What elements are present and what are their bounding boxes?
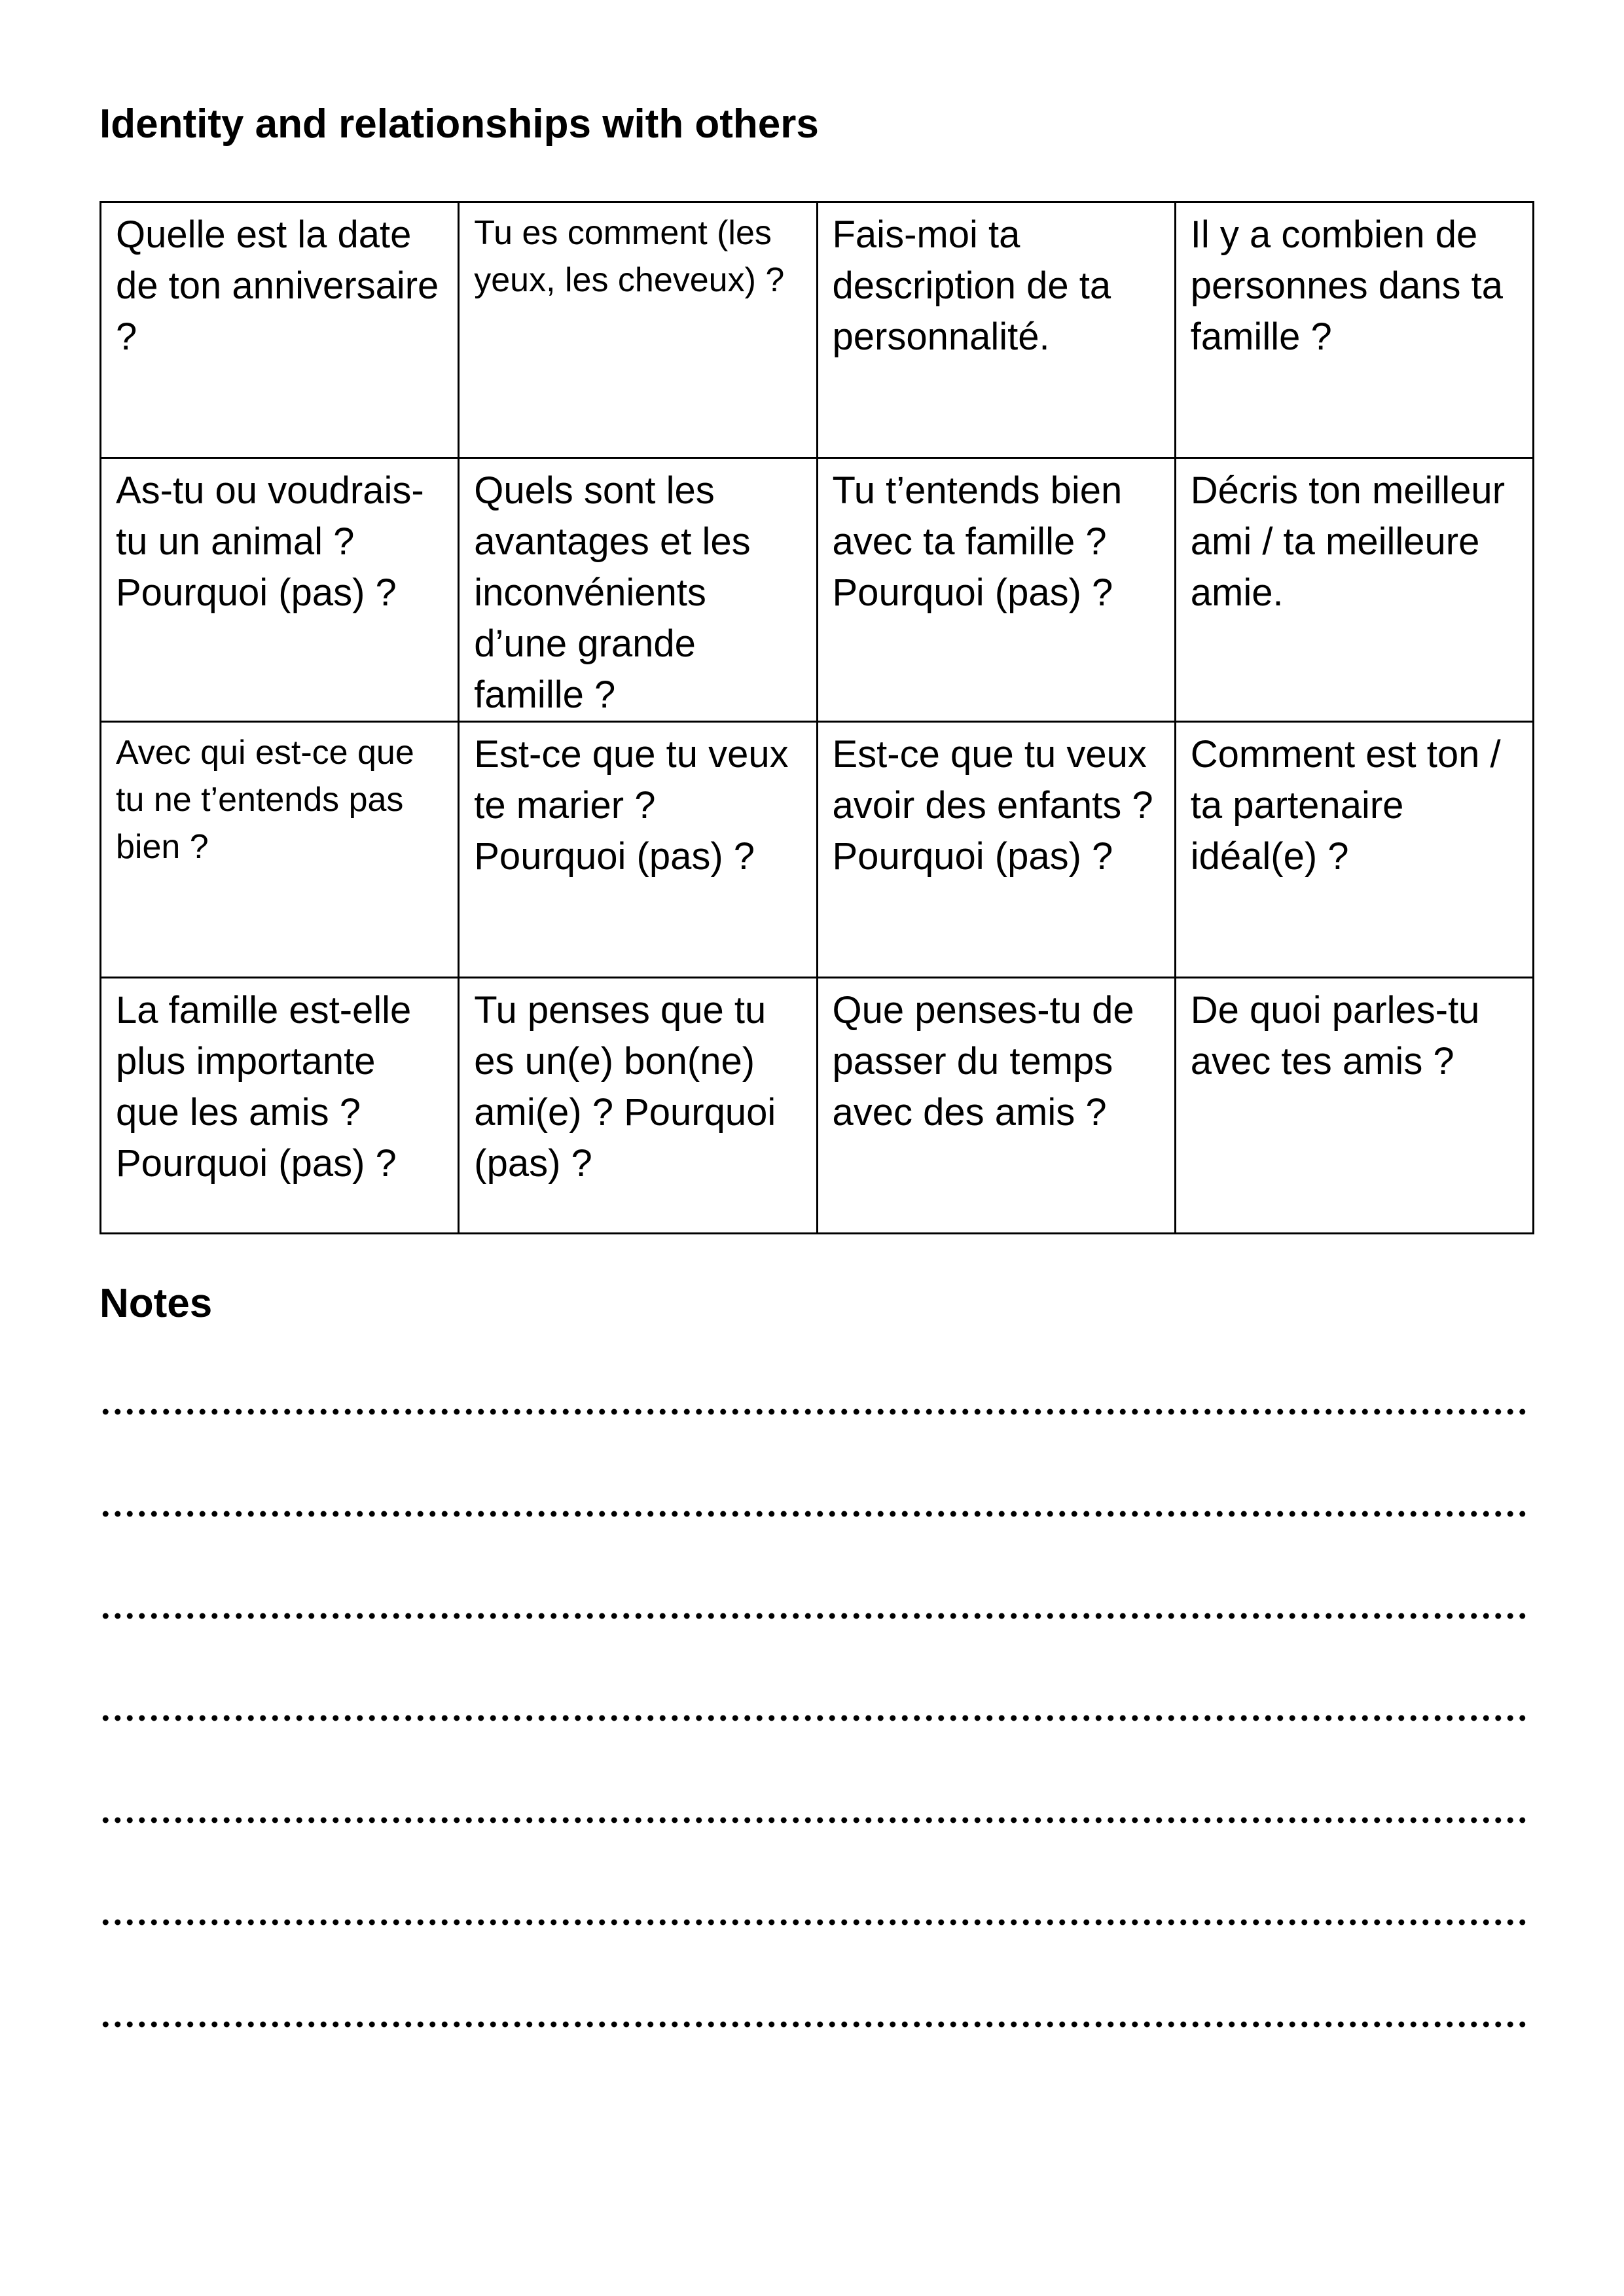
table-row	[101, 202, 1534, 458]
notes-line-3[interactable]	[99, 1613, 1526, 1619]
page-title: Identity and relationships with others	[99, 101, 819, 147]
question-card: Quels sont les avantages et les inconvénients d’une grande famille ?	[459, 458, 817, 722]
question-card: Est-ce que tu veux te marier ? Pourquoi (pas) ?	[459, 722, 817, 978]
table-row	[101, 458, 1534, 722]
question-card: Que penses-tu de passer du temps avec des amis ?	[817, 978, 1175, 1234]
notes-line-6[interactable]	[99, 1919, 1526, 1926]
question-card: De quoi parles-tu avec tes amis ?	[1175, 978, 1533, 1234]
notes-line-1[interactable]	[99, 1408, 1526, 1415]
notes-heading: Notes	[99, 1281, 213, 1326]
question-card: Tu penses que tu es un(e) bon(ne) ami(e) ? Pourquoi (pas) ?	[459, 978, 817, 1234]
question-card: Quelle est la date de ton anniversaire ?	[101, 202, 459, 458]
question-card: Est-ce que tu veux avoir des enfants ? Pourquoi (pas) ?	[817, 722, 1175, 978]
question-card: As-tu ou voudrais-tu un animal ? Pourquoi (pas) ?	[101, 458, 459, 722]
notes-line-5[interactable]	[99, 1817, 1526, 1823]
question-card: Avec qui est-ce que tu ne t’entends pas bien ?	[101, 722, 459, 978]
notes-line-4[interactable]	[99, 1715, 1526, 1721]
table-row	[101, 978, 1534, 1234]
question-card: Fais-moi ta description de ta personnalité.	[817, 202, 1175, 458]
notes-line-7[interactable]	[99, 2021, 1526, 2028]
question-card: Décris ton meilleur ami / ta meilleure amie.	[1175, 458, 1533, 722]
question-card: Tu es comment (les yeux, les cheveux) ?	[459, 202, 817, 458]
question-card: Tu t’entends bien avec ta famille ? Pourquoi (pas) ?	[817, 458, 1175, 722]
notes-line-2[interactable]	[99, 1511, 1526, 1517]
question-card: Il y a combien de personnes dans ta famille ?	[1175, 202, 1533, 458]
table-row	[101, 722, 1534, 978]
question-card: La famille est-elle plus importante que les amis ? Pourquoi (pas) ?	[101, 978, 459, 1234]
question-card: Comment est ton / ta partenaire idéal(e) ?	[1175, 722, 1533, 978]
question-cards-table	[99, 201, 1534, 1234]
